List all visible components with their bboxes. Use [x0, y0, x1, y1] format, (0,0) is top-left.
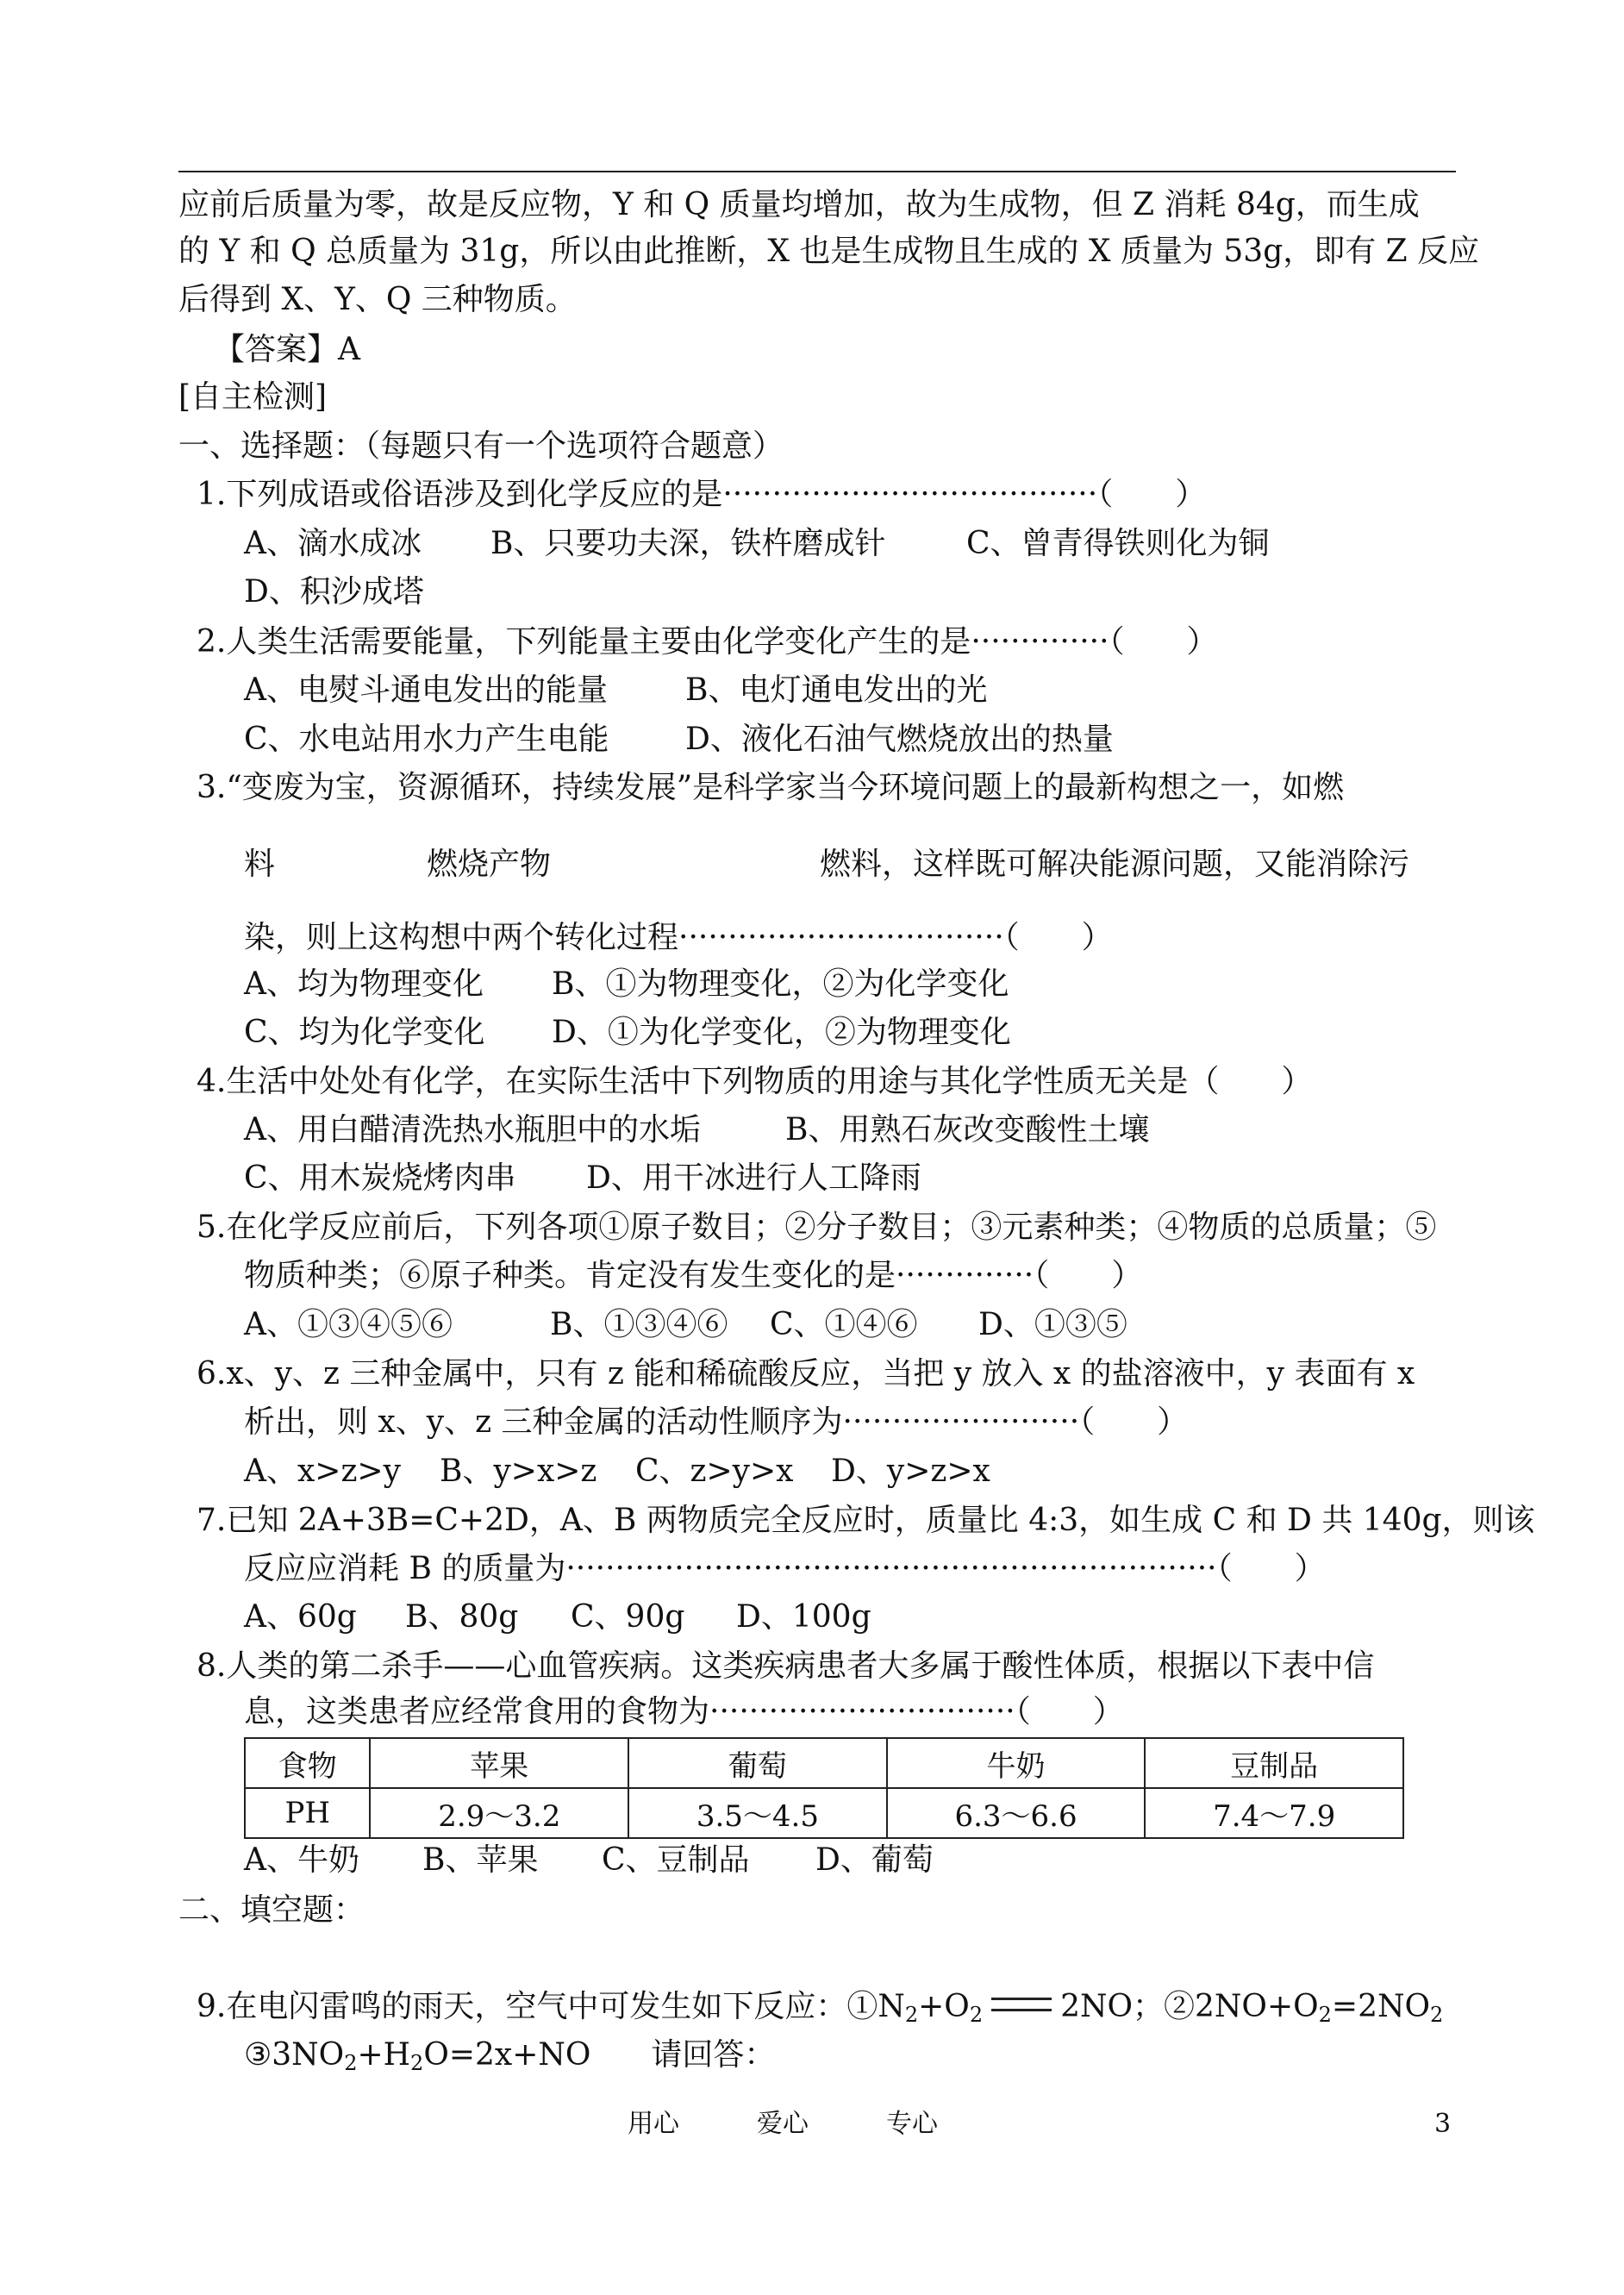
q9-line2-ask: 请回答：: [651, 2037, 776, 2073]
question-3-option-c: C、均为化学变化: [244, 1015, 485, 1050]
question-1-option-a: A、滴水成冰: [244, 526, 422, 561]
table-cell: 7.4～7.9: [1145, 1788, 1403, 1838]
table-row: [245, 1738, 1403, 1788]
footer-word-1: 用心: [628, 2109, 679, 2139]
question-8-line-2: 息，这类患者应经常食用的食物为·······························（ ）: [244, 1694, 1124, 1729]
table-header-cell: 苹果: [370, 1738, 628, 1788]
question-7-option-b: B、80g: [405, 1599, 519, 1635]
question-4-option-b: B、用熟石灰改变酸性土壤: [785, 1112, 1150, 1148]
table-header-cell: 葡萄: [628, 1738, 887, 1788]
paragraph-line-1: 应前后质量为零，故是反应物，Y 和 Q 质量均增加，故为生成物，但 Z 消耗 84g，而生成: [178, 187, 1420, 222]
section-fill-title: 二、填空题：: [178, 1892, 365, 1928]
question-4-option-d: D、用干冰进行人工降雨: [586, 1160, 921, 1196]
question-5-stem: 5.在化学反应前后，下列各项①原子数目；②分子数目；③元素种类；④物质的总质量；⑤: [197, 1210, 1437, 1245]
question-5-option-a: A、①③④⑤⑥: [244, 1307, 453, 1342]
section-choice-title: 一、选择题：（每题只有一个选项符合题意）: [178, 428, 784, 464]
question-4-option-a: A、用白醋清洗热水瓶胆中的水垢: [244, 1112, 701, 1148]
question-3-fragment-2: 燃烧产物: [427, 847, 552, 882]
question-6-stem: 6.x、y、z 三种金属中，只有 z 能和稀硫酸反应，当把 y 放入 x 的盐溶液中，y 表面有 x: [197, 1356, 1415, 1391]
question-8-option-c: C、豆制品: [602, 1842, 750, 1878]
question-7-option-c: C、90g: [571, 1599, 685, 1635]
question-1-option-b: B、只要功夫深，铁杵磨成针: [490, 526, 886, 561]
section-self-check: [自主检测]: [178, 379, 328, 415]
question-7-line-2: 反应应消耗 B 的质量为··································································（ ）: [244, 1551, 1326, 1586]
question-4-stem: 4.生活中处处有化学，在实际生活中下列物质的用途与其化学性质无关是（ ）: [197, 1064, 1313, 1099]
q9-plus-o: +O: [918, 1989, 970, 2024]
ph-table: [244, 1737, 1404, 1839]
question-1-option-d: D、积沙成塔: [244, 574, 424, 610]
q9-h-part: +H: [357, 2037, 411, 2073]
question-3-stem: 3.“变废为宝，资源循环，持续发展”是科学家当今环境问题上的最新构想之一，如燃: [197, 770, 1345, 805]
question-3-option-a: A、均为物理变化: [244, 966, 484, 1002]
question-9-stem: [197, 1983, 1443, 2031]
question-5-line-2: 物质种类；⑥原子种类。肯定没有发生变化的是··············（ ）: [244, 1258, 1143, 1293]
table-row: [245, 1788, 1403, 1838]
question-6-option-d: D、y>z>x: [831, 1454, 990, 1489]
question-2-option-d: D、液化石油气燃烧放出的热量: [685, 722, 1114, 757]
question-3-option-b: B、①为物理变化，②为化学变化: [552, 966, 1009, 1002]
footer-word-2: 爱心: [757, 2109, 809, 2139]
question-1-stem: 1.下列成语或俗语涉及到化学反应的是······································（ ）: [197, 477, 1207, 512]
footer-word-3: 专心: [886, 2109, 938, 2139]
question-2-option-a: A、电熨斗通电发出的能量: [244, 672, 608, 708]
question-8-stem: 8.人类的第二杀手——心血管疾病。这类疾病患者大多属于酸性体质，根据以下表中信: [197, 1648, 1375, 1684]
question-3-line-3: 染，则上这构想中两个转化过程·································（ ）: [244, 920, 1113, 955]
question-6-option-a: A、x>z>y: [244, 1454, 401, 1489]
question-8-option-d: D、葡萄: [815, 1842, 934, 1878]
question-2-option-b: B、电灯通电发出的光: [685, 672, 988, 708]
answer-label: 【答案】A: [214, 332, 360, 367]
question-5-option-b: B、①③④⑥: [550, 1307, 728, 1342]
q9-eq-b: =2NO: [1331, 1989, 1430, 2024]
table-cell: 2.9～3.2: [370, 1788, 628, 1838]
question-6-option-c: C、z>y>x: [635, 1454, 794, 1489]
table-header-cell: 牛奶: [887, 1738, 1146, 1788]
question-5-option-d: D、①③⑤: [978, 1307, 1127, 1342]
question-1-option-c: C、曾青得铁则化为铜: [966, 526, 1270, 561]
question-2-stem: 2.人类生活需要能量，下列能量主要由化学变化产生的是··············（ ）: [197, 624, 1218, 660]
question-7-stem: 7.已知 2A+3B=C+2D，A、B 两物质完全反应时，质量比 4:3，如生成 C 和 D 共 140g，则该: [197, 1503, 1535, 1538]
q9-o2-subscript-b: 2: [1318, 2003, 1332, 2027]
question-4-option-c: C、用木炭烧烤肉串: [244, 1160, 516, 1196]
question-6-line-2: 析出，则 x、y、z 三种金属的活动性顺序为························（ ）: [244, 1404, 1189, 1440]
q9-line2-prefix: ③3NO: [244, 2037, 345, 2073]
table-cell: 3.5～4.5: [628, 1788, 887, 1838]
table-header-cell: 豆制品: [1145, 1738, 1403, 1788]
question-7-option-d: D、100g: [736, 1599, 871, 1635]
q9-after-eq: 2NO；②2NO+O: [1060, 1989, 1319, 2024]
question-3-fragment-1: 料: [244, 847, 276, 882]
question-3-fragment-3: 燃料，这样既可解决能源问题，又能消除污: [820, 847, 1410, 882]
page-number: 3: [1434, 2109, 1452, 2139]
q9-o2-subscript: 2: [969, 2003, 984, 2027]
table-cell: PH: [245, 1788, 370, 1838]
q9-n2-subscript: 2: [904, 2003, 919, 2027]
equilibrium-sign: [991, 1998, 1052, 2011]
q9-no2-subscript-b: 2: [344, 2051, 358, 2075]
question-6-option-b: B、y>x>z: [440, 1454, 597, 1489]
table-header-cell: 食物: [245, 1738, 370, 1788]
question-3-option-d: D、①为化学变化，②为物理变化: [552, 1015, 1011, 1050]
question-8-option-b: B、苹果: [422, 1842, 539, 1878]
q9-h2-subscript: 2: [410, 2051, 424, 2075]
q9-prefix: 9.在电闪雷鸣的雨天，空气中可发生如下反应：①N: [197, 1989, 905, 2024]
question-7-option-a: A、60g: [244, 1599, 357, 1635]
table-cell: 6.3～6.6: [887, 1788, 1146, 1838]
q9-line2-rest: O=2x+NO: [423, 2037, 591, 2073]
paragraph-line-3: 后得到 X、Y、Q 三种物质。: [178, 282, 577, 317]
header-rule: [178, 171, 1456, 172]
question-9-line-2: [244, 2031, 775, 2079]
q9-no2-subscript: 2: [1430, 2003, 1444, 2027]
paragraph-line-2: 的 Y 和 Q 总质量为 31g，所以由此推断，X 也是生成物且生成的 X 质量为 53g，即有 Z 反应: [178, 234, 1480, 269]
question-8-option-a: A、牛奶: [244, 1842, 359, 1878]
question-5-option-c: C、①④⑥: [770, 1307, 918, 1342]
question-2-option-c: C、水电站用水力产生电能: [244, 722, 609, 757]
